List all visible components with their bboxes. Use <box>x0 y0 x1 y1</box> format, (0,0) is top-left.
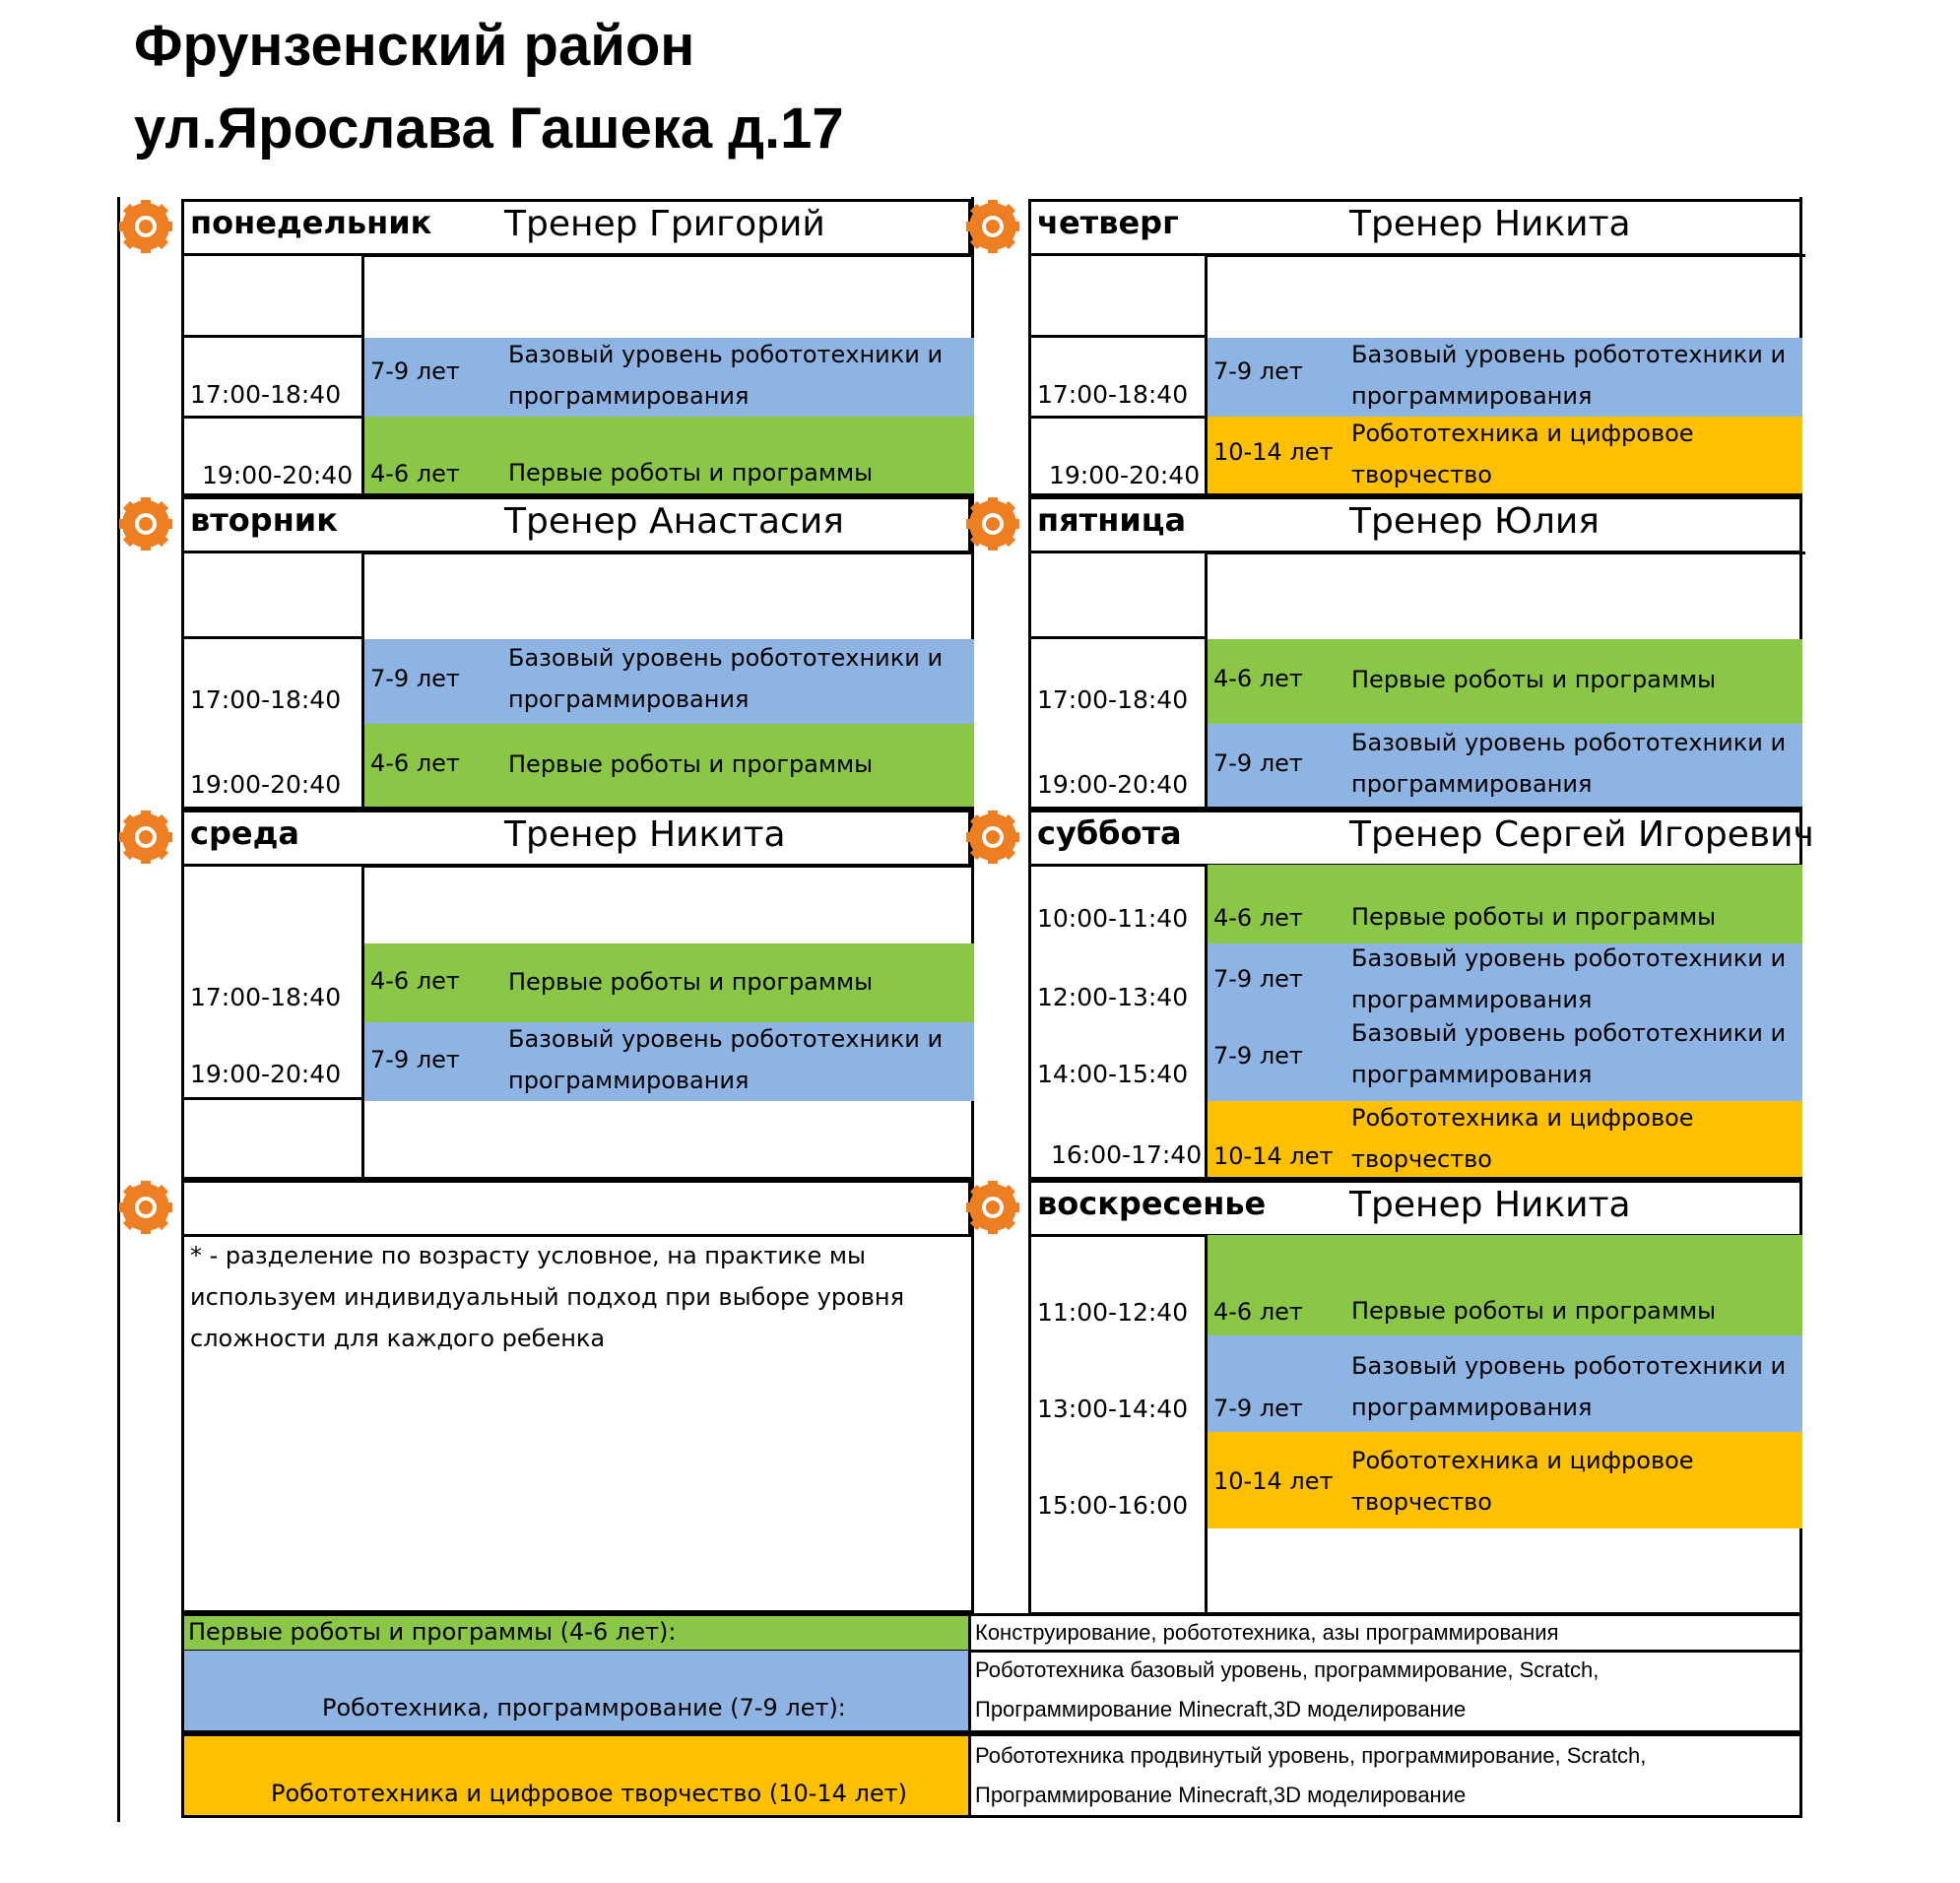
gear-tooth <box>1010 832 1019 842</box>
gear-tooth <box>154 845 167 859</box>
tuesday-body <box>181 552 971 810</box>
outer-left-border <box>117 197 120 1822</box>
time-slot: 17:00-18:40 <box>190 380 342 409</box>
gear-tooth <box>1001 501 1014 515</box>
time-slot: 15:00-16:00 <box>1037 1491 1189 1520</box>
program-name: Робототехника и цифровое творчество <box>1351 1104 1694 1173</box>
legend-name: Робототехника и цифровое творчество (10-14 лет) <box>271 1780 907 1807</box>
class-row <box>1208 1101 1802 1177</box>
gear-tooth <box>970 814 984 828</box>
sunday-body <box>1028 1235 1802 1615</box>
gear-tooth <box>988 811 998 820</box>
time-slot: 17:00-18:40 <box>1037 685 1189 714</box>
gear-tooth <box>970 501 984 515</box>
legend-name: Первые роботы и программы (4-6 лет): <box>188 1618 677 1646</box>
class-row <box>364 943 974 1022</box>
program-name: Первые роботы и программы <box>1351 903 1717 931</box>
program-name: Робототехника и цифровое творчество <box>1351 420 1694 488</box>
gear-tooth <box>119 832 129 842</box>
time-slot: 17:00-18:40 <box>190 685 342 714</box>
program-name: Первые роботы и программы <box>1351 666 1717 693</box>
gear-tooth <box>141 854 151 864</box>
legend-blue <box>181 1651 971 1733</box>
age-group: 7-9 лет <box>1213 1042 1303 1070</box>
gear-tooth <box>141 1224 151 1234</box>
gear-tooth <box>988 854 998 864</box>
day-label: четверг <box>1037 204 1179 241</box>
gear-icon <box>122 813 169 861</box>
program-name: Робототехника и цифровое творчество <box>1351 1447 1694 1516</box>
class-row <box>1208 865 1802 943</box>
gear-tooth <box>163 1202 172 1212</box>
day-label: суббота <box>1037 814 1182 852</box>
legend-description: Робототехника базовый уровень, программирование, Scratch, Программирование Minecraft,3D моделирование <box>975 1657 1600 1721</box>
note-body <box>181 1235 971 1613</box>
time-slot: 14:00-15:40 <box>1037 1060 1189 1088</box>
age-group: 4-6 лет <box>1213 904 1303 932</box>
legend-name: Роботехника, программрование (7-9 лет): <box>322 1694 846 1721</box>
time-slot: 19:00-20:40 <box>190 770 342 799</box>
age-group: 4-6 лет <box>370 460 460 487</box>
sunday-header <box>1028 1180 1802 1237</box>
time-slot: 16:00-17:40 <box>1051 1140 1203 1169</box>
program-name: Первые роботы и программы <box>508 750 874 778</box>
gear-tooth <box>154 814 167 828</box>
day-label: воскресенье <box>1037 1185 1267 1222</box>
age-group: 7-9 лет <box>370 665 460 692</box>
age-group: 10-14 лет <box>1213 438 1334 466</box>
time-slot: 17:00-18:40 <box>1037 380 1189 409</box>
thursday-header <box>1028 199 1802 256</box>
gear-tooth <box>988 497 998 507</box>
gear-tooth <box>988 200 998 210</box>
coach-name: Тренер Анастасия <box>504 501 844 542</box>
day-label: понедельник <box>190 204 432 241</box>
class-row <box>1208 1432 1802 1528</box>
gear-tooth <box>970 1185 984 1199</box>
legend-description: Конструирование, робототехника, азы программирования <box>975 1620 1559 1645</box>
coach-name: Тренер Никита <box>504 814 786 855</box>
gear-tooth <box>154 532 167 546</box>
coach-name: Тренер Никита <box>1349 1185 1631 1225</box>
gear-tooth <box>119 222 129 231</box>
gear-tooth <box>123 204 137 218</box>
gear-tooth <box>123 234 137 248</box>
legend-description: Робототехника продвинутый уровень, программирование, Scratch, Программирование Minecraft,3D моделирование <box>975 1743 1647 1807</box>
class-row <box>364 338 974 417</box>
coach-name: Тренер Григорий <box>504 204 825 244</box>
age-group: 7-9 лет <box>1213 1395 1303 1422</box>
gear-tooth <box>988 1181 998 1191</box>
gear-tooth <box>1010 519 1019 529</box>
district-title: Фрунзенский район <box>134 14 695 78</box>
gear-tooth <box>123 1215 137 1229</box>
time-slot: 10:00-11:40 <box>1037 904 1189 933</box>
day-label: среда <box>190 814 300 852</box>
gear-tooth <box>1010 1202 1019 1212</box>
class-row <box>364 724 974 807</box>
class-row <box>364 639 974 724</box>
legend-green <box>181 1613 971 1653</box>
program-name: Первые роботы и программы <box>1351 1297 1717 1325</box>
gear-tooth <box>163 832 172 842</box>
gear-tooth <box>966 222 976 231</box>
note-header <box>181 1180 971 1237</box>
gear-tooth <box>970 204 984 218</box>
legend-orange <box>181 1733 971 1818</box>
gear-tooth <box>141 497 151 507</box>
age-group: 7-9 лет <box>370 357 460 385</box>
tuesday-header <box>181 496 971 553</box>
gear-tooth <box>154 1185 167 1199</box>
program-name: Базовый уровень робототехники и программирования <box>508 1025 944 1094</box>
gear-tooth <box>141 200 151 210</box>
gear-icon <box>122 1184 169 1231</box>
gear-tooth <box>163 519 172 529</box>
class-row <box>1208 1235 1802 1335</box>
gear-tooth <box>123 532 137 546</box>
age-group: 4-6 лет <box>1213 1298 1303 1326</box>
gear-tooth <box>1001 845 1014 859</box>
class-row <box>1208 1335 1802 1432</box>
time-slot: 12:00-13:40 <box>1037 983 1189 1011</box>
legend-desc-orange <box>971 1733 1802 1818</box>
gear-tooth <box>123 845 137 859</box>
age-group: 4-6 лет <box>370 967 460 995</box>
time-slot: 13:00-14:40 <box>1037 1395 1189 1423</box>
program-name: Первые роботы и программы <box>508 459 874 487</box>
thursday-body <box>1028 254 1802 496</box>
age-group: 4-6 лет <box>1213 665 1303 692</box>
class-row <box>1208 724 1802 807</box>
program-name: Первые роботы и программы <box>508 968 874 996</box>
program-name: Базовый уровень робототехники и программирования <box>1351 341 1787 410</box>
gear-tooth <box>141 541 151 551</box>
gear-tooth <box>123 501 137 515</box>
gear-tooth <box>154 501 167 515</box>
age-note: * - разделение по возрасту условное, на практике мы используем индивидуальный подход при выборе уровня сложности для каждого ребенка <box>190 1242 905 1352</box>
class-row <box>1208 943 1802 1101</box>
class-row <box>1208 338 1802 417</box>
gear-tooth <box>966 519 976 529</box>
gear-tooth <box>1010 222 1019 231</box>
time-slot: 19:00-20:40 <box>1049 461 1201 489</box>
time-slot: 17:00-18:40 <box>190 983 342 1011</box>
gear-icon <box>969 203 1016 250</box>
day-label: пятница <box>1037 501 1187 539</box>
gear-tooth <box>988 1224 998 1234</box>
gear-tooth <box>1001 234 1014 248</box>
time-slot: 19:00-20:40 <box>1037 770 1189 799</box>
class-row <box>1208 639 1802 724</box>
address-title: ул.Ярослава Гашека д.17 <box>134 97 844 161</box>
gear-tooth <box>154 234 167 248</box>
friday-body <box>1028 552 1802 810</box>
gear-tooth <box>1001 1185 1014 1199</box>
time-slot: 19:00-20:40 <box>202 461 354 489</box>
gear-tooth <box>1001 204 1014 218</box>
program-name: Базовый уровень робототехники и программирования <box>1351 1352 1787 1421</box>
gear-tooth <box>1001 814 1014 828</box>
program-name: Базовый уровень робототехники и программирования <box>508 341 944 410</box>
gear-tooth <box>141 243 151 253</box>
legend-desc-green <box>971 1613 1802 1653</box>
class-row <box>364 1022 974 1101</box>
saturday-header <box>1028 810 1814 867</box>
age-group: 4-6 лет <box>370 749 460 777</box>
gear-icon <box>969 1184 1016 1231</box>
gear-tooth <box>988 541 998 551</box>
age-group: 7-9 лет <box>1213 357 1303 385</box>
age-group: 7-9 лет <box>370 1046 460 1073</box>
age-group: 7-9 лет <box>1213 965 1303 993</box>
gear-icon <box>969 500 1016 548</box>
gear-icon <box>122 500 169 548</box>
time-slot: 19:00-20:40 <box>190 1060 342 1088</box>
monday-body <box>181 254 971 496</box>
gear-tooth <box>141 1181 151 1191</box>
friday-header <box>1028 496 1802 553</box>
class-row <box>364 417 974 493</box>
gear-icon <box>969 813 1016 861</box>
gear-tooth <box>163 222 172 231</box>
gear-icon <box>122 203 169 250</box>
wednesday-body <box>181 865 971 1180</box>
gear-tooth <box>123 1185 137 1199</box>
gear-tooth <box>154 1215 167 1229</box>
gear-tooth <box>141 811 151 820</box>
legend-desc-blue <box>971 1651 1802 1733</box>
gear-tooth <box>988 243 998 253</box>
wednesday-header <box>181 810 971 867</box>
gear-tooth <box>154 204 167 218</box>
program-name: Базовый уровень робототехники и программирования <box>508 644 944 713</box>
coach-name: Тренер Никита <box>1349 204 1631 244</box>
coach-name: Тренер Сергей Игоревич <box>1349 814 1814 855</box>
gear-tooth <box>1001 532 1014 546</box>
age-group: 10-14 лет <box>1213 1142 1334 1170</box>
coach-name: Тренер Юлия <box>1349 501 1600 542</box>
program-name: Базовый уровень робототехники и программирования <box>1351 944 1787 1013</box>
age-group: 7-9 лет <box>1213 749 1303 777</box>
gear-tooth <box>966 1202 976 1212</box>
program-name: Базовый уровень робототехники и программирования <box>1351 729 1787 798</box>
program-name: Базовый уровень робототехники и программирования <box>1351 1019 1787 1088</box>
gear-tooth <box>966 832 976 842</box>
day-label: вторник <box>190 501 338 539</box>
monday-header <box>181 199 971 256</box>
gear-tooth <box>123 814 137 828</box>
gear-tooth <box>119 1202 129 1212</box>
gear-tooth <box>1001 1215 1014 1229</box>
gear-tooth <box>119 519 129 529</box>
class-row <box>1208 417 1802 493</box>
age-group: 10-14 лет <box>1213 1467 1334 1495</box>
saturday-body <box>1028 865 1802 1180</box>
time-slot: 11:00-12:40 <box>1037 1298 1189 1327</box>
